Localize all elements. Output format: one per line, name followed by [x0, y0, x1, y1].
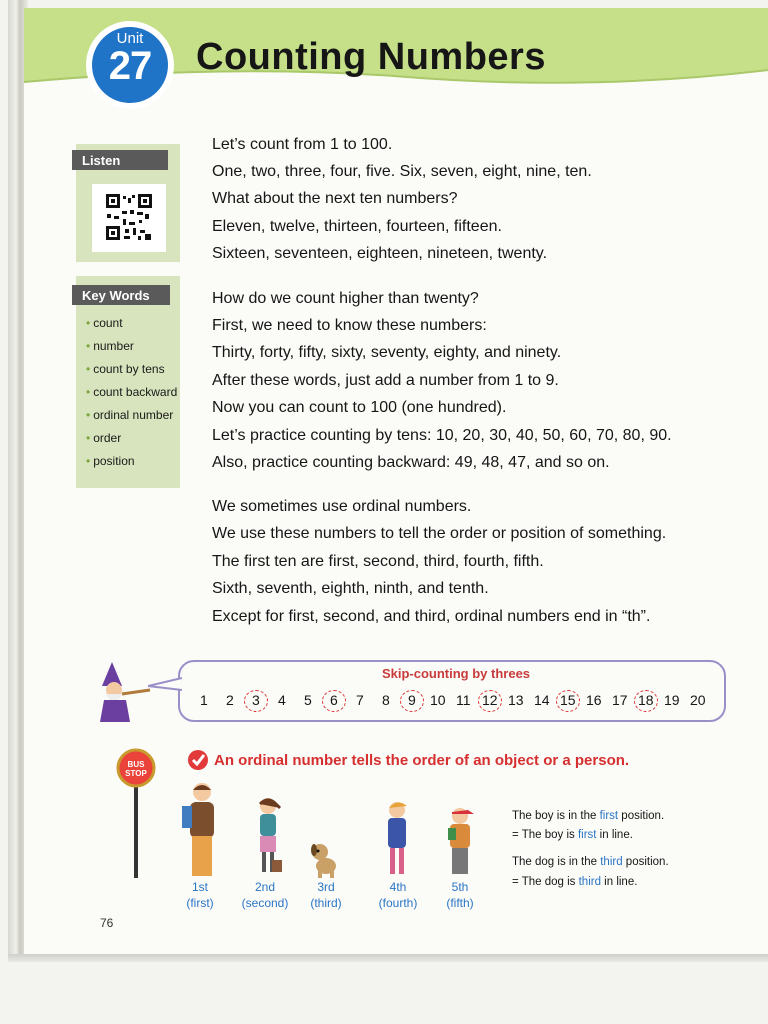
skip-number: 12: [482, 692, 498, 708]
ordinal-word: (third): [310, 896, 342, 910]
ordinal-statement: An ordinal number tells the order of an object or a person.: [214, 752, 630, 769]
keywords-label: Key Words: [72, 285, 170, 305]
body-line: Now you can count to 100 (one hundred).: [212, 399, 507, 416]
qr-code-icon: [92, 184, 166, 252]
body-line: We sometimes use ordinal numbers.: [212, 498, 472, 515]
body-line: What about the next ten numbers?: [212, 190, 458, 207]
girl-figure: [254, 796, 284, 880]
ordinal-word: (fourth): [378, 896, 418, 910]
example-sentence: = The dog is third in line.: [512, 876, 638, 888]
boy-figure: [182, 780, 226, 880]
body-line: Thirty, forty, fifty, sixty, seventy, eighty, and ninety.: [212, 344, 562, 361]
body-line: First, we need to know these numbers:: [212, 317, 487, 334]
ordinal-word: (first): [186, 896, 214, 910]
skip-number: 10: [430, 692, 446, 708]
body-line: How do we count higher than twenty?: [212, 290, 479, 307]
example-sentence: The dog is in the third position.: [512, 856, 669, 868]
skip-number: 17: [612, 692, 628, 708]
skip-number: 14: [534, 692, 550, 708]
skip-number-circle: [244, 690, 268, 712]
ordinal-word: (second): [241, 896, 289, 910]
skip-number-circle: [556, 690, 580, 712]
keyword-item: • order: [86, 431, 122, 445]
skip-number-circle: [634, 690, 658, 712]
skip-number: 9: [408, 692, 416, 708]
keyword-item: • position: [86, 454, 135, 468]
bubble-tail: [148, 676, 182, 694]
skip-number: 7: [356, 692, 364, 708]
body-line: Let’s practice counting by tens: 10, 20, 30, 40, 50, 60, 70, 80, 90.: [212, 427, 672, 444]
ordinal-number: 3rd: [317, 880, 335, 894]
body-line: Sixth, seventh, eighth, ninth, and tenth.: [212, 580, 489, 597]
skip-number: 15: [560, 692, 576, 708]
skip-number-circle: [322, 690, 346, 712]
boy-figure: [446, 806, 478, 880]
ordinal-word: (fifth): [446, 896, 474, 910]
skip-number: 19: [664, 692, 680, 708]
keyword-item: • count backward: [86, 385, 178, 399]
skip-number-circle: [478, 690, 502, 712]
dog-figure: [306, 840, 346, 880]
checkmark-icon: [188, 750, 208, 770]
ordinal-number: 4th: [389, 880, 407, 894]
skip-number: 8: [382, 692, 390, 708]
bus-stop-label: BUS STOP: [125, 760, 147, 778]
skip-number: 5: [304, 692, 312, 708]
skip-number: 16: [586, 692, 602, 708]
unit-label: Unit: [116, 30, 144, 47]
girl-figure: [382, 800, 412, 880]
body-line: We use these numbers to tell the order or position of something.: [212, 525, 667, 542]
skip-number: 2: [226, 692, 234, 708]
skip-number: 6: [330, 692, 338, 708]
example-sentence: The boy is in the first position.: [512, 810, 665, 822]
keyword-item: • count: [86, 316, 123, 330]
skip-number: 4: [278, 692, 286, 708]
example-sentence: = The boy is first in line.: [512, 829, 633, 841]
skip-number: 20: [690, 692, 706, 708]
qr-code[interactable]: [92, 184, 166, 252]
skip-number: 3: [252, 692, 260, 708]
body-line: The first ten are first, second, third, fourth, fifth.: [212, 553, 544, 570]
ordinal-number: 1st: [191, 880, 208, 894]
body-line: Except for first, second, and third, ordinal numbers end in “th”.: [212, 608, 651, 625]
skip-number-circle: [400, 690, 424, 712]
keyword-item: • ordinal number: [86, 408, 174, 422]
ordinal-number: 2nd: [254, 880, 276, 894]
page-number: 76: [100, 916, 114, 930]
skip-counting-title: Skip-counting by threes: [381, 666, 531, 681]
ordinal-number: 5th: [451, 880, 469, 894]
body-line: Sixteen, seventeen, eighteen, nineteen, twenty.: [212, 245, 548, 262]
skip-number: 13: [508, 692, 524, 708]
body-line: Let’s count from 1 to 100.: [212, 136, 393, 153]
skip-number: 1: [200, 692, 208, 708]
body-line: Eleven, twelve, thirteen, fourteen, fifteen.: [212, 218, 502, 235]
body-line: Also, practice counting backward: 49, 48, 47, and so on.: [212, 454, 610, 471]
body-line: One, two, three, four, five. Six, seven, eight, nine, ten.: [212, 163, 592, 180]
body-line: After these words, just add a number from 1 to 9.: [212, 372, 559, 389]
unit-number: 27: [108, 44, 152, 88]
page-title: Counting Numbers: [196, 36, 546, 78]
skip-number: 18: [638, 692, 654, 708]
listen-label: Listen: [72, 150, 168, 170]
keyword-item: • count by tens: [86, 362, 165, 376]
page-bottom-edge: [8, 954, 768, 962]
skip-number: 11: [456, 692, 471, 708]
keyword-item: • number: [86, 339, 134, 353]
